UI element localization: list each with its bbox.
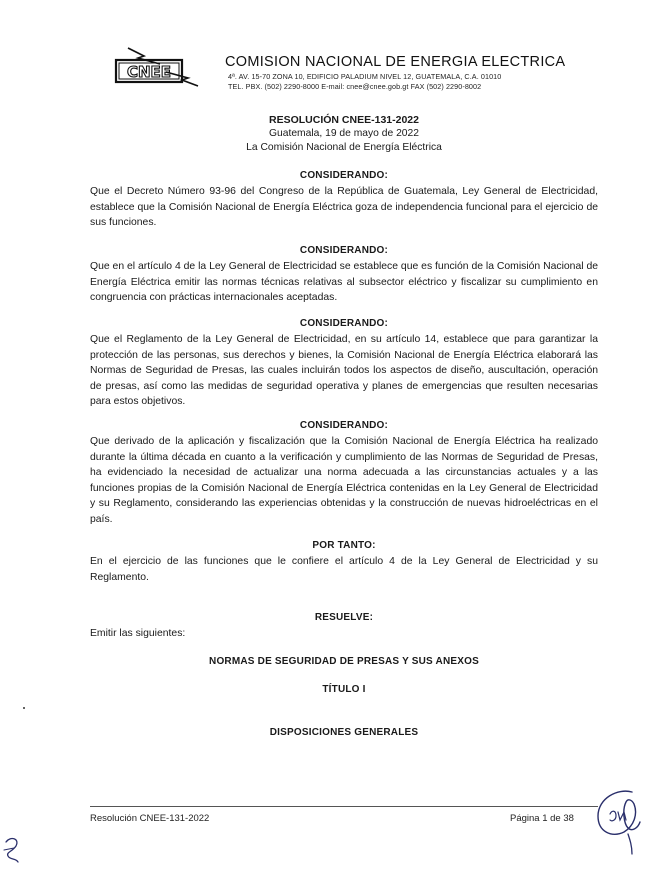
considerando-heading-4: CONSIDERANDO: — [299, 420, 389, 431]
logo-text: CNEE — [126, 63, 172, 81]
handwritten-mark — [2, 834, 24, 864]
organization-contact: TEL. PBX. (502) 2290-8000 E-mail: cnee@cnee.gob.gt FAX (502) 2290-8002 — [228, 82, 482, 91]
handwritten-initials — [588, 784, 646, 856]
por-tanto-text: En el ejercicio de las funciones que le confiere el artículo 4 de la Ley General de Electricidad y su Reglamento. — [90, 556, 598, 583]
cnee-logo — [110, 46, 200, 88]
resolution-title: RESOLUCIÓN CNEE-131-2022 — [269, 114, 419, 126]
considerando-heading-2: CONSIDERANDO: — [299, 245, 389, 256]
footer-page-number: Página 1 de 38 — [510, 813, 574, 824]
organization-address: 4ª. AV. 15-70 ZONA 10, EDIFICIO PALADIUM NIVEL 12, GUATEMALA, C.A. 01010 — [228, 72, 502, 81]
stray-dot — [23, 707, 25, 709]
organization-name: COMISION NACIONAL DE ENERGIA ELECTRICA — [225, 54, 566, 70]
resolution-date: Guatemala, 19 de mayo de 2022 — [269, 128, 419, 139]
norms-title: NORMAS DE SEGURIDAD DE PRESAS Y SUS ANEXOS — [209, 656, 479, 667]
considerando-text-2: Que en el artículo 4 de la Ley General de Electricidad se establece que es función de la Comisión Nacional de Energía Eléctrica emitir las normas técnicas relativas al subsector eléctrico y fiscalizar su cumplimiento en congruencia con prácticas internacionales aceptadas. — [90, 261, 598, 304]
resuelve-heading: RESUELVE: — [314, 612, 374, 623]
footer-divider — [90, 806, 598, 807]
considerando-text-1: Que el Decreto Número 93-96 del Congreso de la República de Guatemala, Ley General de Electricidad, establece que la Comisión Nacional de Energía Eléctrica goza de independencia funcional para el ejercicio de sus funciones. — [90, 186, 598, 229]
por-tanto-heading: POR TANTO: — [312, 540, 376, 551]
resolution-issuer: La Comisión Nacional de Energía Eléctrica — [246, 142, 442, 153]
resuelve-intro: Emitir las siguientes: — [90, 628, 186, 639]
chapter-title: DISPOSICIONES GENERALES — [269, 727, 419, 738]
title-label: TÍTULO I — [322, 684, 366, 695]
considerando-text-4: Que derivado de la aplicación y fiscalización que la Comisión Nacional de Energía Eléctrica ha realizado durante la última década en cuanto a la verificación y cumplimiento de las Normas de Seguridad de Presas, ha evidenciado la necesidad de actualizar una norma adecuada a las circunstancias actuales y a las funciones propias de la Comisión Nacional de Energía Eléctrica contenidas en la Ley General de Electricidad y su Reglamento, considerando las experiencias obtenidas y la construcción de nuevas hidroeléctricas en el país. — [90, 436, 598, 525]
considerando-heading-1: CONSIDERANDO: — [299, 170, 389, 181]
footer-resolution-label: Resolución CNEE-131-2022 — [90, 813, 210, 824]
considerando-text-3: Que el Reglamento de la Ley General de Electricidad, en su artículo 14, establece que para garantizar la protección de las personas, sus derechos y bienes, la Comisión Nacional de Energía Eléctrica elaborará las Normas de Seguridad de Presas, las cuales incluirán todos los aspectos de diseño, auscultación, operación de presas, así como las medidas de seguridad operativa y planes de emergencias que resulten necesarias para estos objetivos. — [90, 334, 598, 408]
considerando-heading-3: CONSIDERANDO: — [299, 318, 389, 329]
